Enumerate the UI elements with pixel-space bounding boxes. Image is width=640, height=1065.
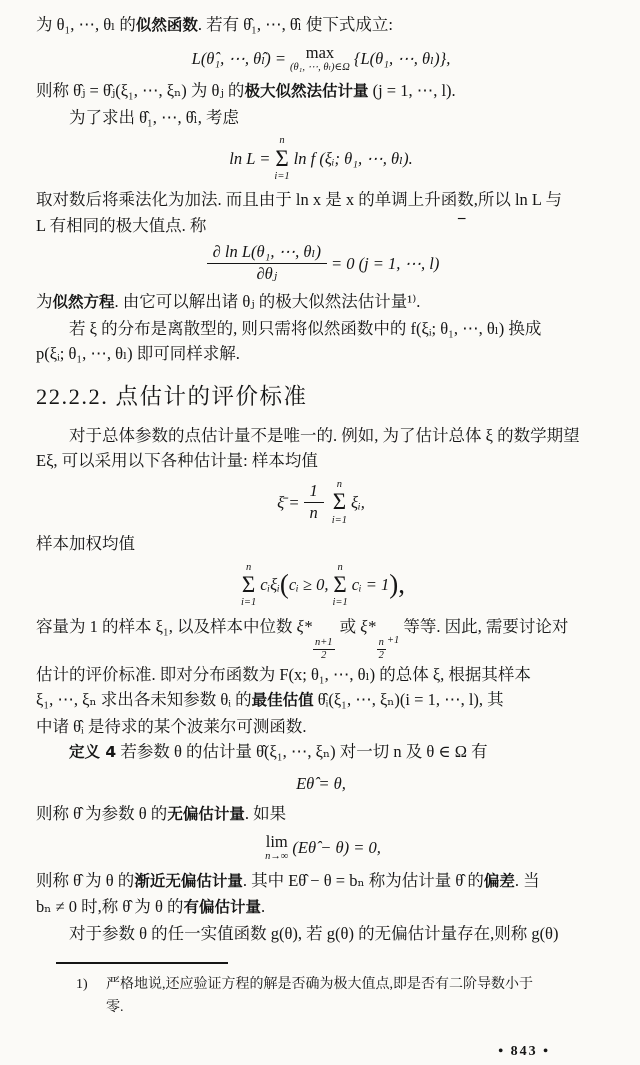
equation-terms: cᵢξᵢ xyxy=(260,575,280,595)
sum-operator xyxy=(332,479,347,526)
equation-left: L(θ̂₁, ⋯, θ̂ₗ) = xyxy=(191,48,287,68)
text-segment: . 若有 θ̂₁, ⋯, θ̂ₗ 使下式成立: xyxy=(197,15,393,34)
text-segment: . 其中 Eθ̂ − θ = bₙ 称为估计量 θ̂ 的 xyxy=(242,870,484,890)
bold-term-asymptotically-unbiased: 渐近无偏估计量 xyxy=(134,871,243,890)
text-segment: . 由它可以解出诸 θⱼ 的极大似然法估计量¹⁾. xyxy=(114,292,421,312)
equation-weighted-mean xyxy=(36,562,606,609)
bold-term-definition-4: 定义 4 xyxy=(69,743,117,762)
text-segment: 样本加权均值 xyxy=(36,534,135,554)
equation-right: ξᵢ, xyxy=(351,492,365,512)
text-segment: 为 θ₁, ⋯, θₗ 的 xyxy=(36,15,136,34)
lim-operator xyxy=(265,833,288,863)
bold-term-unbiased-estimator: 无偏估计量 xyxy=(167,805,245,824)
text-segment: 或 xyxy=(335,616,361,636)
median-subscript-fraction xyxy=(377,637,386,662)
text-line xyxy=(36,105,606,131)
max-operator xyxy=(290,44,350,74)
median-subscript-fraction xyxy=(313,637,335,662)
lim-word: lim xyxy=(265,831,288,851)
open-paren: ( xyxy=(279,569,289,600)
equation-condition: cᵢ = 1 xyxy=(351,575,390,595)
bold-term-likelihood-function: 似然函数 xyxy=(135,16,198,34)
equation-left: ξ̄ = xyxy=(277,492,300,512)
text-line xyxy=(36,868,606,895)
sigma-symbol: Σ xyxy=(241,572,256,598)
sigma-symbol: Σ xyxy=(332,489,347,515)
page-number: • 843 • xyxy=(498,1044,550,1060)
footnote-line-1: 严格地说,还应验证方程的解是否确为极大值点,即是否有二阶导数小于 xyxy=(106,977,533,993)
section-heading: 22.2.2. 点估计的评价标准 xyxy=(36,383,308,409)
text-segment: 为 xyxy=(36,292,53,312)
text-line xyxy=(36,531,606,557)
text-line xyxy=(36,662,606,688)
fraction-denominator: ∂θⱼ xyxy=(256,264,278,284)
footnote-line-2: 零. xyxy=(106,1000,124,1016)
bold-term-best-estimate: 最佳估值 xyxy=(251,691,314,710)
text-line xyxy=(36,687,606,714)
fraction-denominator: 2 xyxy=(321,649,327,661)
text-segment: 等等. 因此, 需要讨论对 xyxy=(399,616,569,636)
fraction-denominator: n xyxy=(309,502,318,522)
text-segment: 则称 θ̂ 为参数 θ 的 xyxy=(36,804,168,824)
sum-lower-limit: i=1 xyxy=(274,170,290,182)
text-segment: ξ₁, ⋯, ξₙ 求出各未知参数 θᵢ 的 xyxy=(36,690,252,710)
text-segment: 为了求出 θ̂₁, ⋯, θ̂ₗ, 考虑 xyxy=(69,107,239,127)
text-segment: 对于参数 θ 的任一实值函数 g(θ), 若 g(θ) 的无偏估计量存在,则称 g(θ) xyxy=(69,923,559,943)
text-segment: 若参数 θ 的估计量 θ̂(ξ₁, ⋯, ξₙ) 对一切 n 及 θ ∈ Ω 有 xyxy=(116,742,488,762)
text-segment: 则称 θ̂ 为 θ 的 xyxy=(36,870,135,890)
equation-body: Eθ̂ = θ, xyxy=(296,773,346,793)
median-symbol: ξ* xyxy=(296,616,312,636)
sum-operator xyxy=(274,135,289,182)
text-line xyxy=(36,12,606,39)
bold-term-biased-estimator: 有偏估计量 xyxy=(183,898,262,917)
sum-upper-limit: n xyxy=(337,561,343,573)
fraction-numerator: ∂ ln L(θ₁, ⋯, θₗ) xyxy=(207,243,327,264)
text-segment: Eξ, 可以采用以下各种估计量: 样本均值 xyxy=(36,451,318,471)
footnote-text xyxy=(106,973,533,1019)
text-segment: 估计的评价标准. 即对分布函数为 F(x; θ₁, ⋯, θₗ) 的总体 ξ, 根据其样本 xyxy=(36,664,531,684)
text-segment: θ̂ᵢ(ξ₁, ⋯, ξₙ)(i = 1, ⋯, l), 其 xyxy=(313,690,504,710)
text-line xyxy=(36,448,606,474)
median-symbol: ξ* xyxy=(360,616,376,636)
equation-sample-mean xyxy=(36,479,606,526)
equation-log-likelihood-sum xyxy=(36,135,606,182)
median-subscript-suffix: +1 xyxy=(386,634,400,646)
footnote xyxy=(36,973,606,1019)
text-segment: 容量为 1 的样本 ξ₁, 以及样本中位数 xyxy=(36,616,297,636)
equation-right: ln f (ξᵢ; θ₁, ⋯, θₗ). xyxy=(293,149,413,169)
one-over-n-fraction xyxy=(304,482,324,523)
max-subscript-domain: (θ₁, ⋯, θₗ)∈Ω xyxy=(290,61,350,73)
bold-term-likelihood-eqn: 似然方程 xyxy=(52,293,115,312)
text-segment: . 如果 xyxy=(244,804,287,824)
equation-right: {L(θ₁, ⋯, θₗ)}, xyxy=(353,48,451,68)
text-line xyxy=(36,423,606,449)
fraction-numerator: n+1 xyxy=(313,637,335,650)
text-line xyxy=(36,341,606,367)
text-line xyxy=(36,208,606,239)
text-line xyxy=(36,187,606,213)
fraction-numerator: n xyxy=(377,637,386,650)
equation-left: ln L = xyxy=(229,149,271,169)
equation-condition: cᵢ ≥ 0, xyxy=(288,575,329,595)
equation-right: = 0 (j = 1, ⋯, l) xyxy=(330,254,440,274)
sigma-symbol: Σ xyxy=(275,145,289,171)
sum-lower-limit: i=1 xyxy=(332,597,348,609)
text-line xyxy=(36,316,606,342)
definition-4-line xyxy=(36,739,606,766)
text-segment: . 当 xyxy=(514,870,540,890)
lim-subscript: n→∞ xyxy=(265,851,289,863)
sum-upper-limit: n xyxy=(336,478,342,490)
text-segment: 若 ξ 的分布是离散型的, 则只需将似然函数中的 f(ξᵢ; θ₁, ⋯, θₗ) 换成 xyxy=(69,318,542,338)
sum-lower-limit: i=1 xyxy=(331,514,348,526)
equation-right: (Eθ̂ − θ) = 0, xyxy=(292,838,381,858)
text-segment: 对于总体参数的点估计量不是唯一的. 例如, 为了估计总体 ξ 的数学期望 xyxy=(69,425,580,445)
print-artifact-dash: − xyxy=(457,208,467,228)
sum-operator xyxy=(332,562,347,609)
sum-upper-limit: n xyxy=(279,135,285,147)
text-segment: bₙ ≠ 0 时,称 θ̂ 为 θ 的 xyxy=(36,897,184,917)
close-paren: ), xyxy=(389,569,406,600)
equation-max-likelihood xyxy=(36,44,606,74)
text-line xyxy=(36,289,606,316)
text-segment: . xyxy=(261,897,266,917)
text-segment: L 有相同的极大值点. 称 xyxy=(36,215,207,235)
text-line xyxy=(36,921,606,947)
equation-unbiased xyxy=(36,771,606,797)
equation-likelihood-equation xyxy=(36,243,606,284)
bold-term-mle: 极大似然法估计量 xyxy=(244,82,369,101)
bold-term-bias: 偏差 xyxy=(483,871,515,890)
text-line xyxy=(36,801,606,828)
fraction-denominator: 2 xyxy=(378,649,384,661)
footnote-marker: 1) xyxy=(76,977,88,993)
derivative-fraction xyxy=(207,243,327,284)
sum-lower-limit: i=1 xyxy=(240,597,257,609)
text-segment: 中诸 θ̂ᵢ 是待求的某个波莱尔可测函数. xyxy=(36,716,307,736)
text-segment: 取对数后将乘法化为加法. 而且由于 ln x 是 x 的单调上升函数,所以 ln L 与 xyxy=(36,190,563,210)
sum-upper-limit: n xyxy=(245,561,252,573)
text-line xyxy=(36,894,606,921)
equation-asymptotic-limit xyxy=(36,833,606,863)
footnote-divider xyxy=(56,962,228,964)
text-line-with-medians xyxy=(36,614,606,662)
text-segment: (j = 1, ⋯, l). xyxy=(368,81,456,101)
max-word: max xyxy=(305,42,335,62)
text-line xyxy=(36,78,606,105)
sigma-symbol: Σ xyxy=(333,572,347,598)
text-line xyxy=(36,714,606,740)
sum-operator xyxy=(241,562,256,609)
text-segment: 则称 θ̂ⱼ = θ̂ⱼ(ξ₁, ⋯, ξₙ) 为 θⱼ 的 xyxy=(36,81,245,101)
text-segment: p(ξᵢ; θ₁, ⋯, θₗ) 即可同样求解. xyxy=(36,344,240,364)
fraction-numerator: 1 xyxy=(304,482,324,503)
